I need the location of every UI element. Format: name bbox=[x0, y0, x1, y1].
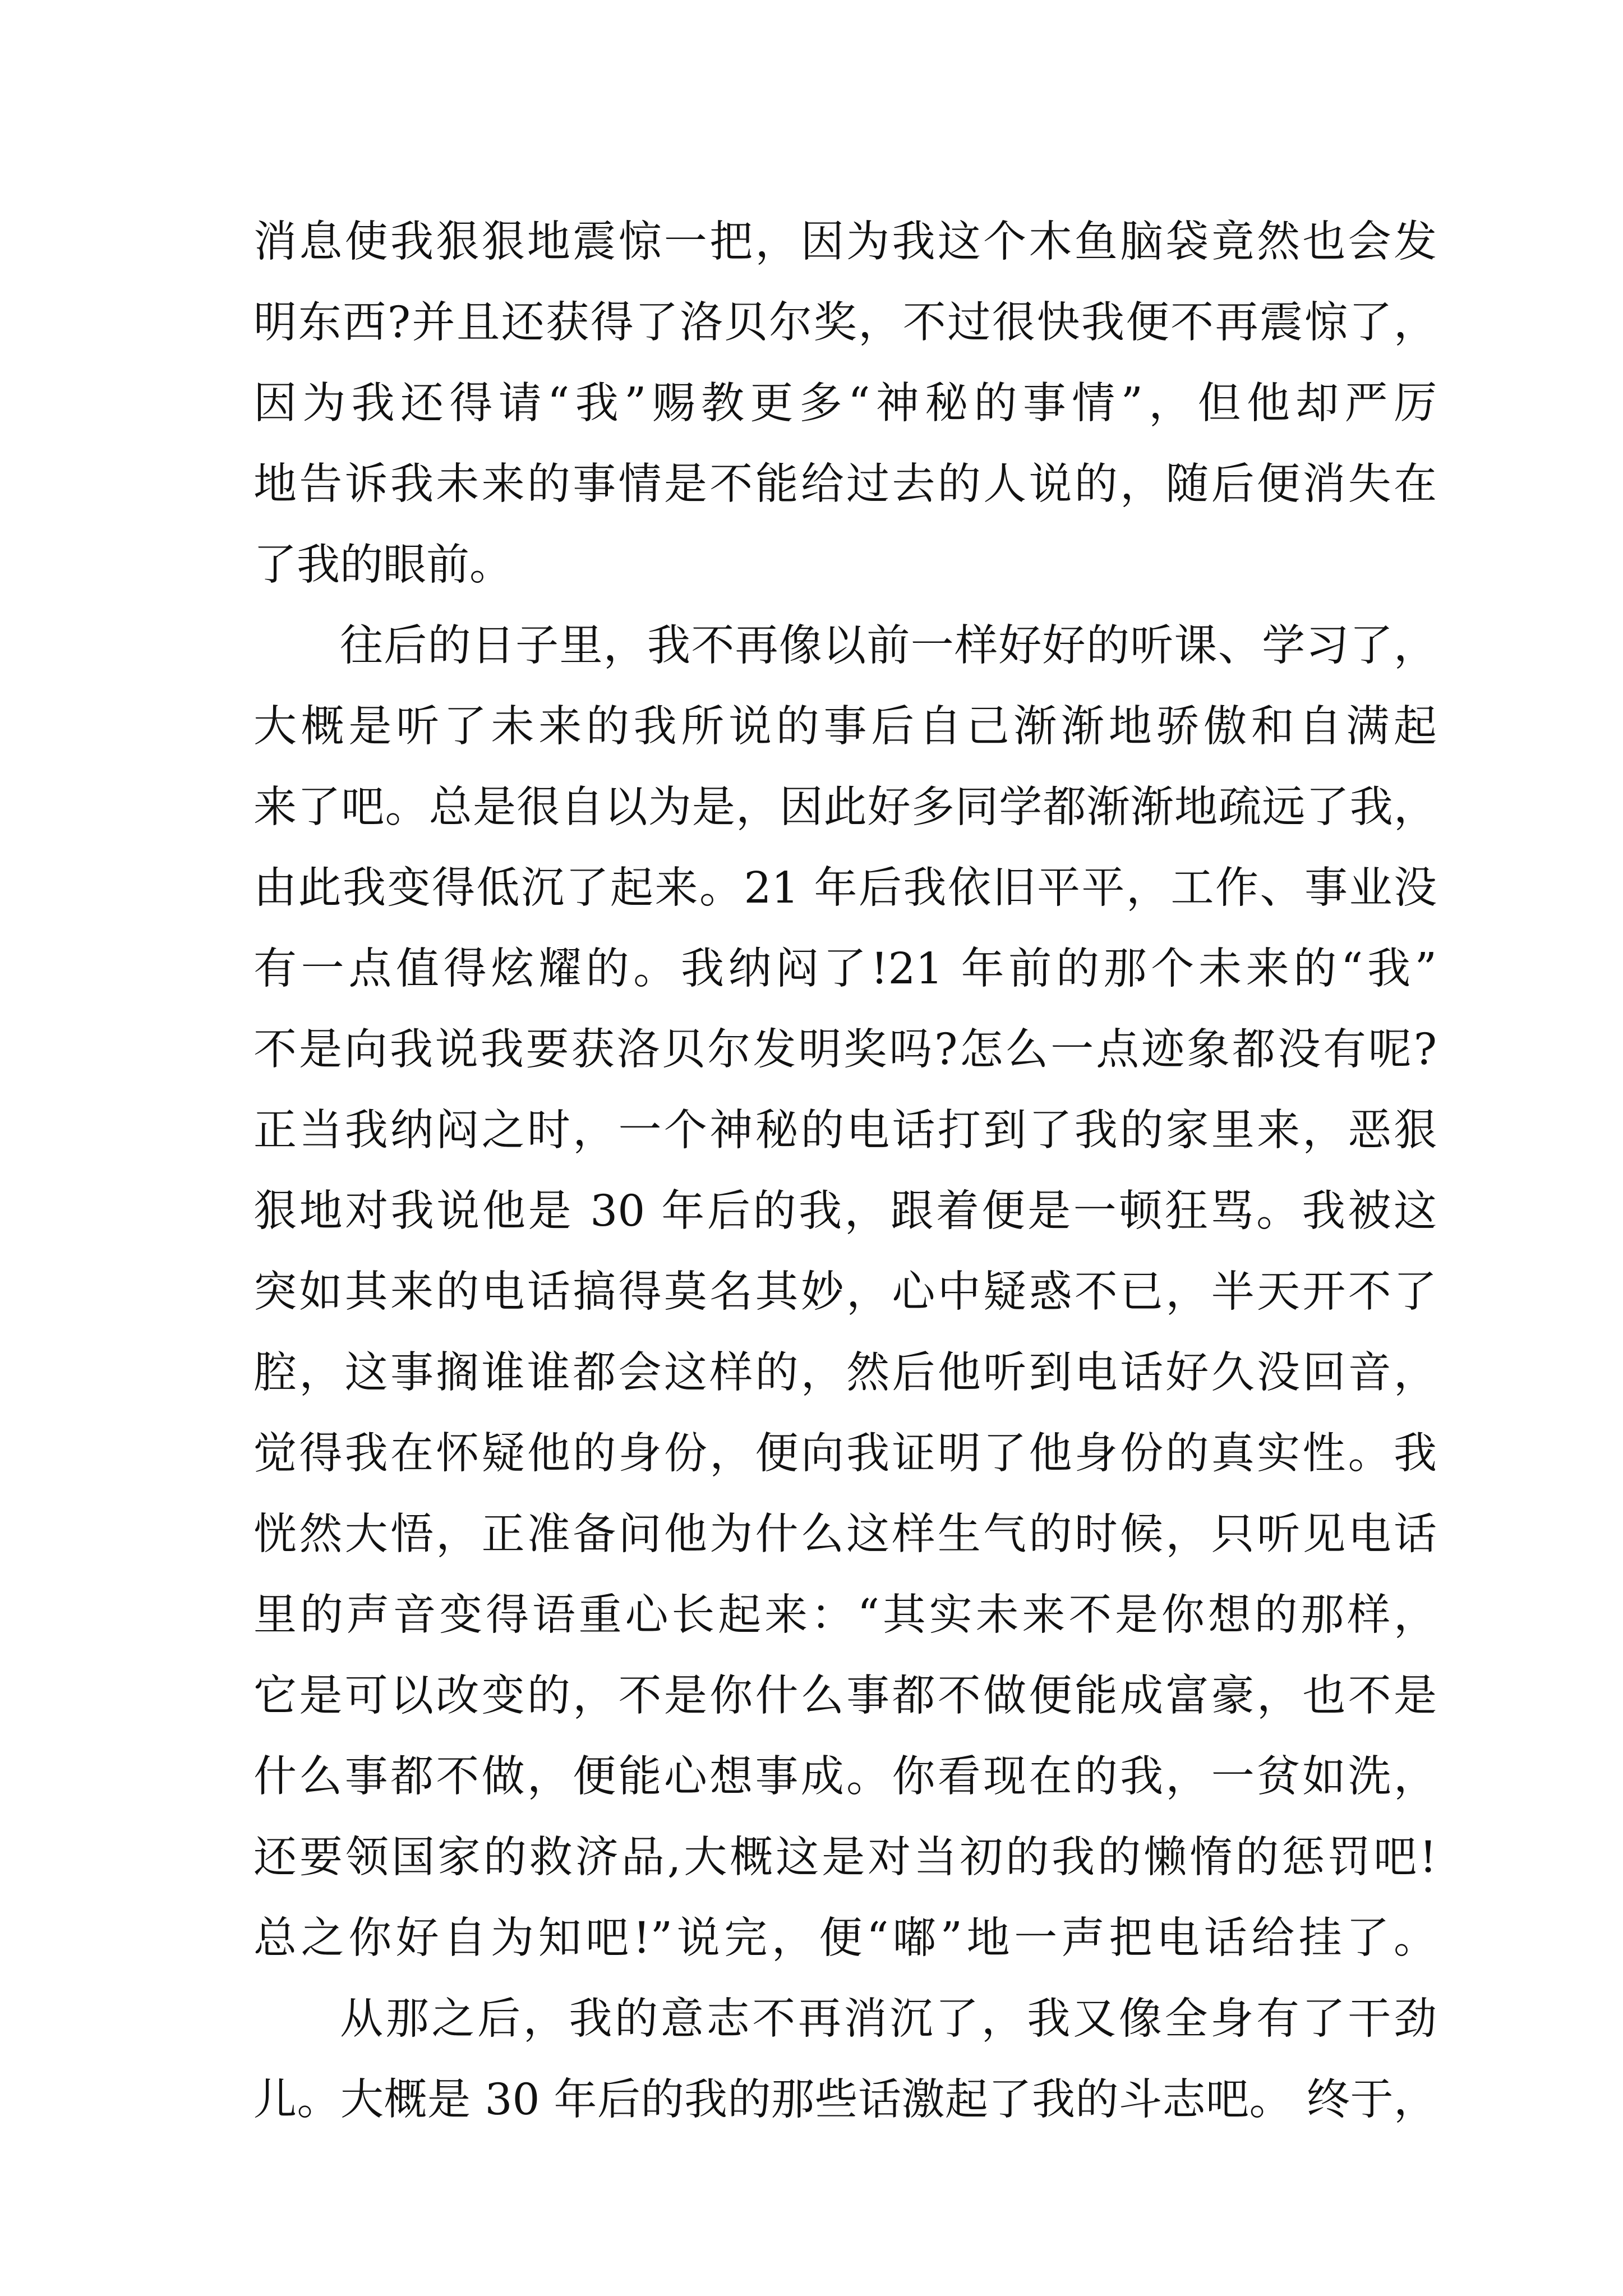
text-line: 儿。大概是 30 年后的我的那些话激起了我的斗志吧。 终于， bbox=[253, 2075, 1437, 2125]
text-line: 正当我纳闷之时，一个神秘的电话打到了我的家里来，恶狠 bbox=[253, 1106, 1437, 1156]
text-line: 突如其来的电话搞得莫名其妙，心中疑惑不已，半天开不了 bbox=[253, 1267, 1437, 1317]
paragraph bbox=[253, 1979, 1437, 2141]
text-line: 恍然大悟，正准备问他为什么这样生气的时候，只听见电话 bbox=[253, 1510, 1437, 1559]
text-line: 消息使我狠狠地震惊一把，因为我这个木鱼脑袋竟然也会发 bbox=[253, 217, 1437, 267]
text-line: 总之你好自为知吧!”说完，便“嘟”地一声把电话给挂了。 bbox=[253, 1913, 1437, 1963]
paragraph bbox=[253, 202, 1437, 606]
text-line: 往后的日子里，我不再像以前一样好好的听课、学习了， bbox=[340, 621, 1437, 671]
text-line: 由此我变得低沉了起来。21 年后我依旧平平，工作、事业没 bbox=[253, 863, 1437, 913]
text-line: 它是可以改变的，不是你什么事都不做便能成富豪，也不是 bbox=[253, 1671, 1437, 1721]
text-line: 里的声音变得语重心长起来：“其实未来不是你想的那样， bbox=[253, 1590, 1437, 1640]
text-line: 明东西?并且还获得了洛贝尔奖，不过很快我便不再震惊了， bbox=[253, 298, 1437, 348]
text-line: 不是向我说我要获洛贝尔发明奖吗?怎么一点迹象都没有呢? bbox=[253, 1025, 1437, 1075]
text-line: 了我的眼前。 bbox=[253, 540, 513, 590]
body-text bbox=[253, 202, 1437, 2141]
text-line: 腔，这事搁谁谁都会这样的，然后他听到电话好久没回音， bbox=[253, 1348, 1437, 1398]
paragraph bbox=[253, 606, 1437, 1979]
text-line: 地告诉我未来的事情是不能给过去的人说的，随后便消失在 bbox=[253, 459, 1437, 509]
text-line: 还要领国家的救济品,大概这是对当初的我的懒惰的惩罚吧! bbox=[253, 1833, 1437, 1883]
text-line: 觉得我在怀疑他的身份，便向我证明了他身份的真实性。我 bbox=[253, 1429, 1437, 1479]
text-line: 大概是听了未来的我所说的事后自己渐渐地骄傲和自满起 bbox=[253, 702, 1437, 752]
text-line: 什么事都不做，便能心想事成。你看现在的我，一贫如洗， bbox=[253, 1752, 1437, 1802]
text-line: 因为我还得请“我”赐教更多“神秘的事情”，但他却严厉 bbox=[253, 379, 1437, 429]
text-line: 从那之后，我的意志不再消沉了，我又像全身有了干劲 bbox=[340, 1994, 1437, 2044]
text-line: 有一点值得炫耀的。我纳闷了!21 年前的那个未来的“我” bbox=[253, 944, 1437, 994]
text-line: 狠地对我说他是 30 年后的我，跟着便是一顿狂骂。我被这 bbox=[253, 1186, 1437, 1236]
text-line: 来了吧。总是很自以为是，因此好多同学都渐渐地疏远了我， bbox=[253, 783, 1437, 832]
